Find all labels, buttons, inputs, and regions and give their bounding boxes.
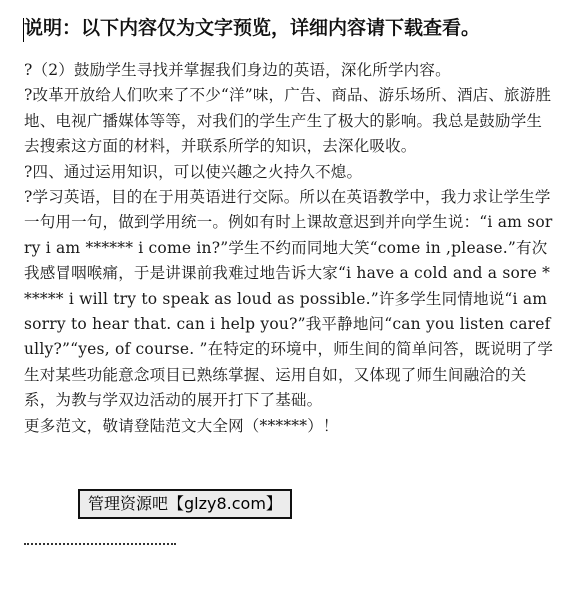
paragraph-3: ?四、通过运用知识，可以使兴趣之火持久不熄。 [24, 162, 363, 181]
document-body [24, 58, 554, 439]
paragraph-5: 更多范文，敬请登陆范文大全网（******）！ [24, 416, 339, 435]
watermark-banner: 管理资源吧【glzy8.com】 [78, 489, 292, 519]
paragraph-4: ?学习英语，目的在于用英语进行交际。所以在英语教学中，我力求让学生学一句用一句，做到学用统一。例如有时上课故意迟到并向学生说：“i am sorry i am ****** i come in?”学生不约而同地大笑“come in ,please.”有次我感冒咽喉痛，于是讲课前我难过地告诉大家“i have a cold and a sore ****** i will try to speak as loud as possible.”许多学生同情地说“i am sorry to hear that. can i help you?”我平静地问“can you listen carefully?”“yes, of course. ”在特定的环境中，师生间的简单问答，既说明了学生对某些功能意念项目已熟练掌握、运用自如，又体现了师生间融洽的关系，为教与学双边活动的展开打下了基础。 [24, 188, 554, 410]
preview-notice: 说明：以下内容仅为文字预览，详细内容请下载查看。 [24, 17, 481, 39]
paragraph-1: ?（2）鼓励学生寻找并掌握我们身边的英语，深化所学内容。 [24, 61, 451, 79]
paragraph-2: ?改革开放给人们吹来了不少“洋”味，广告、商品、游乐场所、酒店、旅游胜地、电视广播媒体等等，对我们的学生产生了极大的影响。我总是鼓励学生去搜索这方面的材料，并联系所学的知识，去深化吸收。 [24, 86, 552, 156]
dotted-divider [24, 543, 176, 545]
